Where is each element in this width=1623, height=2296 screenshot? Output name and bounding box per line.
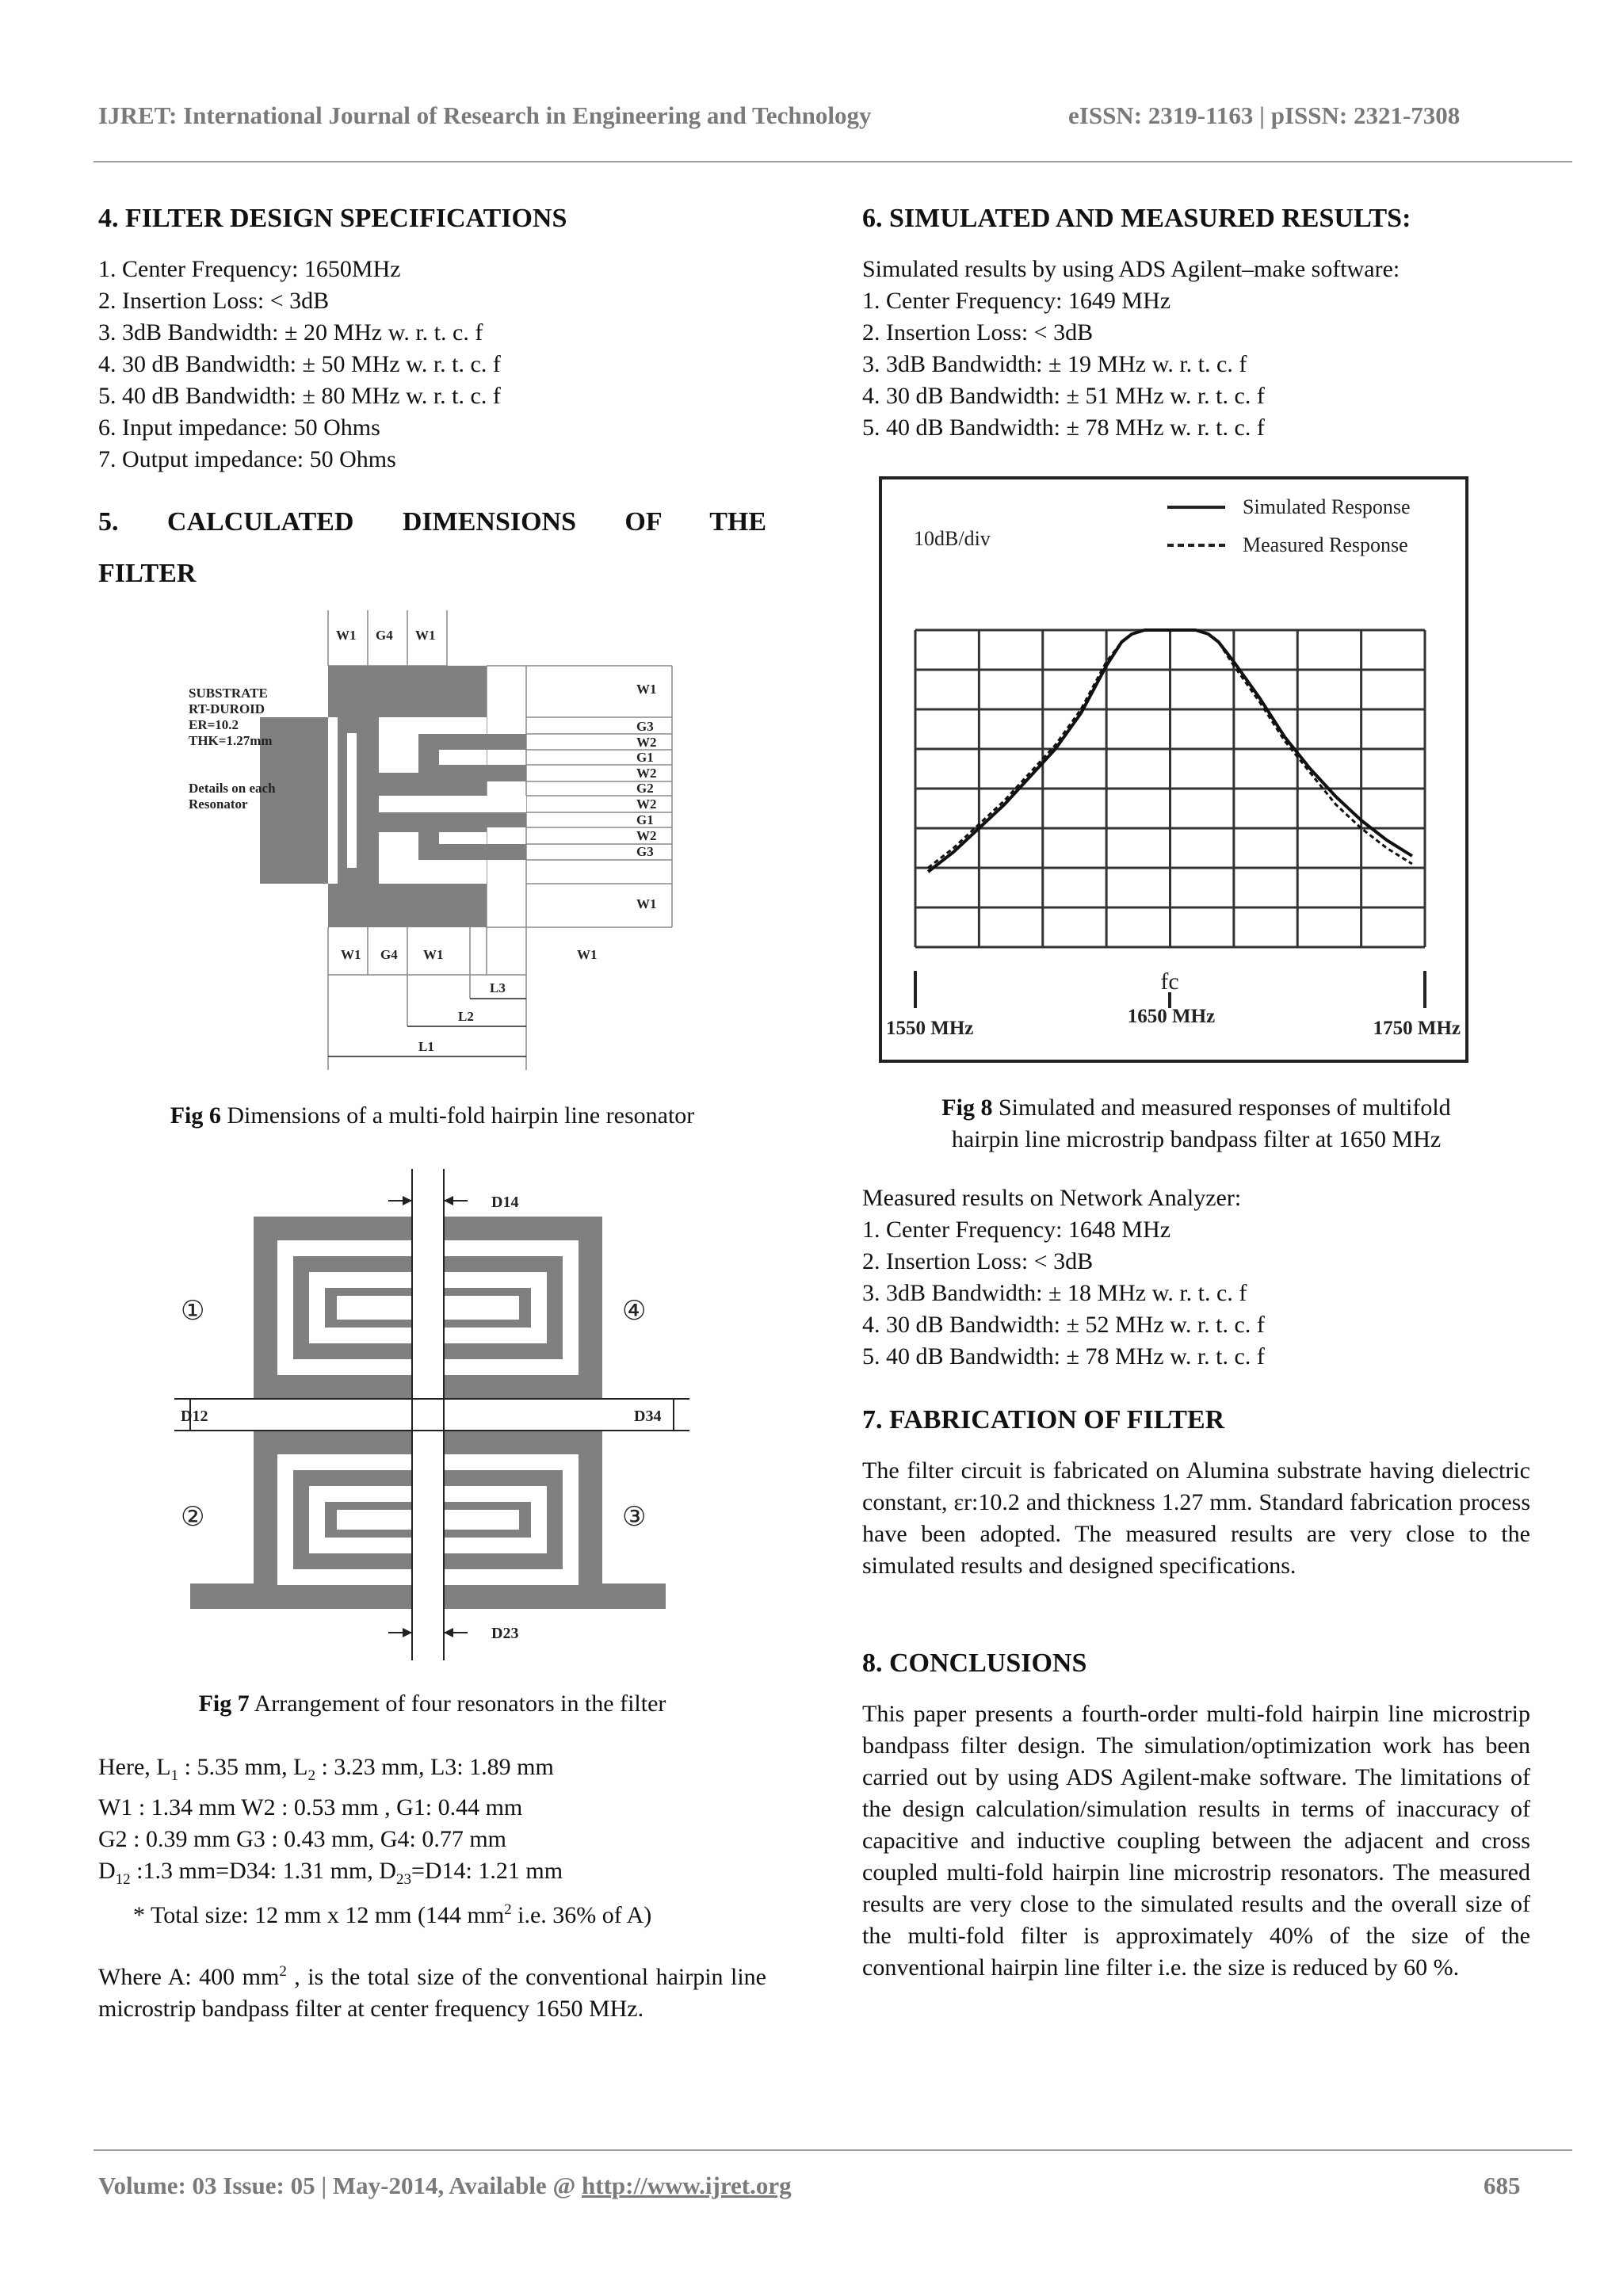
substrate-label: SUBSTRATE <box>189 686 268 701</box>
fig7-caption <box>98 1688 766 1720</box>
page-number: 685 <box>1484 2172 1521 2199</box>
dim-label: G4 <box>376 628 393 643</box>
section6-title: 6. SIMULATED AND MEASURED RESULTS: <box>862 204 1411 233</box>
fig6-caption <box>98 1100 766 1132</box>
spec-item: 5. 40 dB Bandwidth: ± 80 MHz w. r. t. c. f <box>98 383 501 409</box>
dim-label: G1 <box>636 750 654 765</box>
dimension-line: G2 : 0.39 mm G3 : 0.43 mm, G4: 0.77 mm <box>98 1826 507 1852</box>
fig7-arrangement-diagram <box>174 1169 689 1660</box>
fig7-label: Fig 7 <box>198 1690 250 1717</box>
meas-intro: Measured results on Network Analyzer: <box>862 1185 1242 1211</box>
spec-item: 3. 3dB Bandwidth: ± 20 MHz w. r. t. c. f <box>98 319 483 346</box>
sim-item: 4. 30 dB Bandwidth: ± 51 MHz w. r. t. c. f <box>862 383 1265 409</box>
issn: eISSN: 2319-1163 | pISSN: 2321-7308 <box>1068 101 1461 129</box>
section8-title: 8. CONCLUSIONS <box>862 1648 1087 1678</box>
spec-list <box>98 254 501 476</box>
dim-label: D34 <box>634 1408 662 1425</box>
section8-text: This paper presents a fourth-order multi-fold hairpin line microstrip bandpass filter design. The simulation/optimization work has been carried out by using ADS Agilent-make software. The limitations of the design calculation/simulation results in terms of inaccuracy of capacitive and inductive coupling between the adjacent and cross coupled multi-fold hairpin line microstrip resonators. The measured results are very close to the simulated results and the overall size of the multi-fold filter is approximately 40% of the size of the conventional hairpin line filter i.e. the size is reduced by 60 %. <box>862 1701 1530 1981</box>
dimension-line: $D_{12}$ :1.3 mm=D34: 1.31 mm, $D_{23}=D14$: 1.21 mm <box>98 1858 563 1888</box>
x-tick-center: 1650 MHz <box>1127 1006 1216 1027</box>
sim-item: 5. 40 dB Bandwidth: ± 78 MHz w. r. t. c. f <box>862 415 1265 441</box>
fig7-caption-text: Arrangement of four resonators in the filter <box>254 1690 666 1717</box>
dim-label: L2 <box>458 1009 474 1024</box>
x-tick-left: 1550 MHz <box>886 1018 974 1039</box>
fc-label: fc <box>1160 968 1179 995</box>
dim-label: W1 <box>415 628 436 643</box>
substrate-label: ER=10.2 <box>189 717 239 732</box>
dim-label: W1 <box>336 628 357 643</box>
dim-label: W1 <box>577 947 598 962</box>
details-label: Resonator <box>189 797 248 812</box>
resonator-number: ④ <box>622 1297 647 1326</box>
dim-label: G2 <box>636 781 654 796</box>
dim-label: L1 <box>418 1039 434 1054</box>
section7-text: The filter circuit is fabricated on Alumina substrate having dielectric constant, εr:10.2 and thickness 1.27 mm. Standard fabrication process have been adopted. The measured results are very close to the simulated results and designed specifications. <box>862 1457 1530 1579</box>
dim-label: W1 <box>341 947 361 962</box>
substrate-label: THK=1.27mm <box>189 733 273 748</box>
dimension-values <box>98 1752 563 1896</box>
journal-title: IJRET: International Journal of Research in Engineering and Technology <box>98 101 872 129</box>
details-label: Details on each <box>189 781 276 796</box>
substrate-label: RT-DUROID <box>189 701 265 716</box>
total-size: * Total size: 12 mm x 12 mm (144 $mm^2$ i.e. 36% of A) <box>133 1901 652 1928</box>
meas-item: 3. 3dB Bandwidth: ± 18 MHz w. r. t. c. f <box>862 1280 1247 1306</box>
dimension-line: Here, $L_1$ : 5.35 mm, $L_2$ : 3.23 mm, L3: 1.89 mm <box>98 1754 554 1784</box>
scale-label: 10dB/div <box>914 527 991 550</box>
dimension-line: W1 : 1.34 mm W2 : 0.53 mm , G1: 0.44 mm <box>98 1794 523 1820</box>
resonator-number: ② <box>181 1503 205 1532</box>
sim-item: 2. Insertion Loss: < 3dB <box>862 319 1094 346</box>
dim-label: G1 <box>636 812 654 827</box>
x-tick-right: 1750 MHz <box>1373 1018 1461 1039</box>
dim-label: W1 <box>636 896 657 911</box>
fig6-label: Fig 6 <box>170 1102 221 1129</box>
fig8-label: Fig 8 <box>941 1095 993 1121</box>
resonator-number: ① <box>181 1297 205 1326</box>
legend-meas: Measured Response <box>1243 533 1408 556</box>
header-divider <box>94 161 1572 162</box>
dim-label: W2 <box>636 735 657 750</box>
section5-title: 5. CALCULATED DIMENSIONS OF THE <box>98 507 766 537</box>
meas-item: 1. Center Frequency: 1648 MHz <box>862 1217 1171 1243</box>
fig8-response-chart <box>878 476 1469 1064</box>
dim-label: W2 <box>636 828 657 843</box>
journal-link[interactable]: http://www.ijret.org <box>582 2172 792 2199</box>
resonator-number: ③ <box>622 1503 647 1532</box>
spec-item: 1. Center Frequency: 1650MHz <box>98 256 401 282</box>
section5-title-cont: FILTER <box>98 559 197 588</box>
dim-label: D23 <box>491 1625 519 1642</box>
dim-label: D12 <box>181 1408 208 1425</box>
dim-label: W2 <box>636 797 657 812</box>
spec-item: 6. Input impedance: 50 Ohms <box>98 415 380 441</box>
where-paragraph: Where A: 400 $mm^2$ , is the total size of the conventional hairpin line microstrip bandpass filter at center frequency 1650 MHz. <box>98 1963 766 2022</box>
dim-label: G4 <box>380 947 398 962</box>
dim-label: G3 <box>636 719 654 734</box>
sim-item: 1. Center Frequency: 1649 MHz <box>862 288 1171 314</box>
dim-label: W1 <box>636 682 657 697</box>
footer-volume: Volume: 03 Issue: 05 | May-2014, Available @ http://www.ijret.org <box>98 2172 792 2199</box>
spec-item: 7. Output impedance: 50 Ohms <box>98 446 396 472</box>
dim-label: D14 <box>491 1194 519 1211</box>
simulated-results <box>862 254 1400 444</box>
legend-sim: Simulated Response <box>1243 495 1411 518</box>
footer-divider <box>94 2149 1572 2151</box>
meas-item: 4. 30 dB Bandwidth: ± 52 MHz w. r. t. c. f <box>862 1312 1265 1338</box>
section4-title: 4. FILTER DESIGN SPECIFICATIONS <box>98 204 567 233</box>
meas-item: 2. Insertion Loss: < 3dB <box>862 1248 1094 1274</box>
section7-title: 7. FABRICATION OF FILTER <box>862 1405 1225 1435</box>
dim-label: L3 <box>490 980 506 995</box>
measured-results <box>862 1182 1265 1373</box>
sim-item: 3. 3dB Bandwidth: ± 19 MHz w. r. t. c. f <box>862 351 1247 377</box>
spec-item: 4. 30 dB Bandwidth: ± 50 MHz w. r. t. c. f <box>98 351 501 377</box>
spec-item: 2. Insertion Loss: < 3dB <box>98 288 330 314</box>
fig8-caption: Fig 8 Simulated and measured responses of multifold hairpin line microstrip bandpass filter at 1650 MHz <box>941 1095 1451 1152</box>
meas-item: 5. 40 dB Bandwidth: ± 78 MHz w. r. t. c. f <box>862 1343 1265 1370</box>
dim-label: W1 <box>423 947 444 962</box>
fig6-caption-text: Dimensions of a multi-fold hairpin line resonator <box>227 1102 695 1129</box>
fig6-resonator-diagram <box>181 602 688 1076</box>
dim-label: W2 <box>636 766 657 781</box>
sim-intro: Simulated results by using ADS Agilent–make software: <box>862 256 1400 282</box>
dim-label: G3 <box>636 844 654 859</box>
